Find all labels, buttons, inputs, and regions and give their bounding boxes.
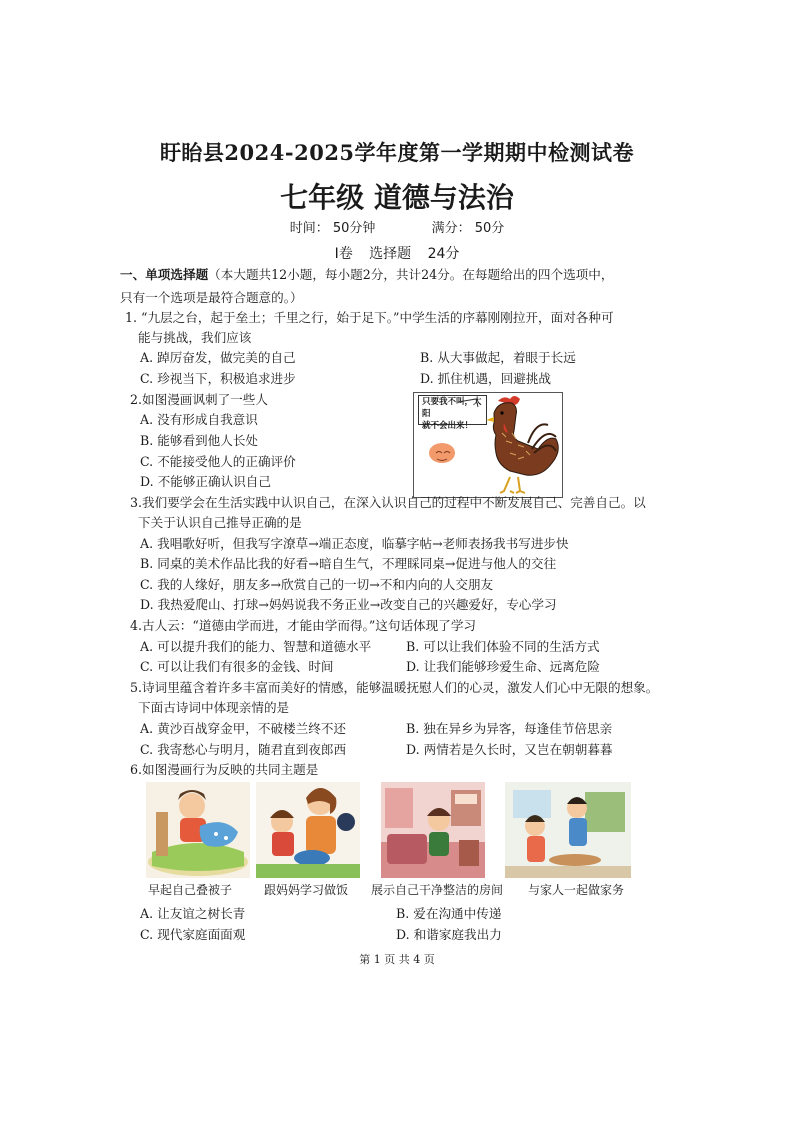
- section-header: [0, 243, 794, 263]
- caption-3: 展示自己干净整洁的房间: [371, 883, 504, 897]
- page-footer: 第 1 页 共 4 页: [359, 953, 435, 966]
- q2-option-d: D. 不能够正确认识自己: [140, 474, 271, 489]
- q2-option-c: C. 不能接受他人的正确评价: [140, 454, 296, 469]
- q3-option-c: C. 我的人缘好，朋友多→欣赏自己的一切→不和内向的人交朋友: [140, 577, 494, 592]
- q6-stem: 6.如图漫画行为反映的共同主题是: [130, 762, 319, 777]
- rooster-cartoon: [413, 392, 563, 498]
- exam-meta: [0, 217, 794, 236]
- q5-option-d: D. 两情若是久长时，又岂在朝朝暮暮: [406, 742, 613, 757]
- q3-option-d: D. 我热爱爬山、打球→妈妈说我不务正业→改变自己的兴趣爱好，专心学习: [140, 597, 557, 612]
- section-points: 24分: [427, 246, 460, 262]
- q4-stem: 4.古人云：“道德由学而进，才能由学而得。”这句话体现了学习: [130, 618, 477, 633]
- exam-title: 盱眙县2024-2025学年度第一学期期中检测试卷: [159, 140, 635, 165]
- q2-option-a: A. 没有形成自我意识: [140, 412, 258, 427]
- q6-option-b: B. 爱在沟通中传递: [396, 906, 502, 921]
- q5-stem: 5.诗词里蕴含着许多丰富而美好的情感，能够温暖抚慰人们的心灵，激发人们心中无限的想象。: [130, 680, 659, 695]
- q3-stem: 3.我们要学会在生活实践中认识自己，在深入认识自己的过程中不断发展自己、完善自己。以: [130, 495, 646, 510]
- q1-stem-cont: 能与挑战，我们应该: [138, 330, 252, 345]
- q6-option-d: D. 和谐家庭我出力: [396, 927, 502, 942]
- cartoon-folding-quilt: [146, 782, 250, 878]
- part1-heading: 一、单项选择题: [120, 267, 209, 282]
- section-label: Ⅰ卷: [334, 246, 353, 262]
- q5-option-c: C. 我寄愁心与明月，随君直到夜郎西: [140, 742, 347, 757]
- q3-stem-cont: 下关于认识自己推导正确的是: [138, 515, 302, 530]
- section-name: 选择题: [369, 246, 412, 262]
- exam-subtitle: 七年级 道德与法治: [280, 181, 514, 214]
- q3-option-b: B. 同桌的美术作品比我的好看→暗自生气，不理睬同桌→促进与他人的交往: [140, 556, 557, 571]
- cartoon-tidy-room: [381, 782, 485, 878]
- q4-option-b: B. 可以让我们体验不同的生活方式: [406, 639, 600, 654]
- exam-score: 满分： 50分: [431, 221, 505, 236]
- q6-option-c: C. 现代家庭面面观: [140, 927, 246, 942]
- q4-option-a: A. 可以提升我们的能力、智慧和道德水平: [140, 639, 372, 654]
- cartoon-housework-with-family: [505, 782, 631, 878]
- cartoon-cooking-with-mom: [256, 782, 360, 878]
- q5-option-a: A. 黄沙百战穿金甲，不破楼兰终不还: [140, 721, 347, 736]
- q4-option-d: D. 让我们能够珍爱生命、远离危险: [406, 659, 600, 674]
- q5-stem-cont: 下面古诗词中体现亲情的是: [138, 700, 290, 715]
- q1-option-a: A. 踔厉奋发，做完美的自己: [140, 350, 296, 365]
- q1-option-c: C. 珍视当下，积极追求进步: [140, 371, 296, 386]
- q3-option-a: A. 我唱歌好听，但我写字潦草→端正态度，临摹字帖→老师表扬我书写进步快: [140, 536, 569, 551]
- caption-1: 早起自己叠被子: [148, 883, 233, 897]
- part1-instruction-2: 只有一个选项是最符合题意的。）: [120, 290, 303, 305]
- rooster-drawing: [414, 393, 562, 497]
- q1-option-b: B. 从大事做起，着眼于长远: [420, 350, 576, 365]
- q2-option-b: B. 能够看到他人长处: [140, 433, 259, 448]
- q4-option-c: C. 可以让我们有很多的金钱、时间: [140, 659, 334, 674]
- q5-option-b: B. 独在异乡为异客，每逢佳节倍思亲: [406, 721, 613, 736]
- caption-4: 与家人一起做家务: [528, 883, 625, 897]
- part1-instruction: [120, 267, 613, 283]
- q2-stem: 2.如图漫画讽刺了一些人: [130, 392, 268, 407]
- speech-line-2: 就不会出来！: [422, 421, 474, 431]
- caption-2: 跟妈妈学习做饭: [264, 883, 349, 897]
- q1-stem: 1. “九层之台，起于垒土；千里之行，始于足下。”中学生活的序幕刚刚拉开，面对各种可: [125, 310, 614, 325]
- part1-instruction-text: （本大题共12小题，每小题2分，共计24分。在每题给出的四个选项中，: [208, 267, 614, 282]
- q6-option-a: A. 让友谊之树长青: [140, 906, 246, 921]
- exam-time: 时间： 50分钟: [289, 221, 376, 236]
- speech-line-1: 只要我不叫，太阳: [422, 397, 482, 419]
- q1-option-d: D. 抓住机遇，回避挑战: [420, 371, 551, 386]
